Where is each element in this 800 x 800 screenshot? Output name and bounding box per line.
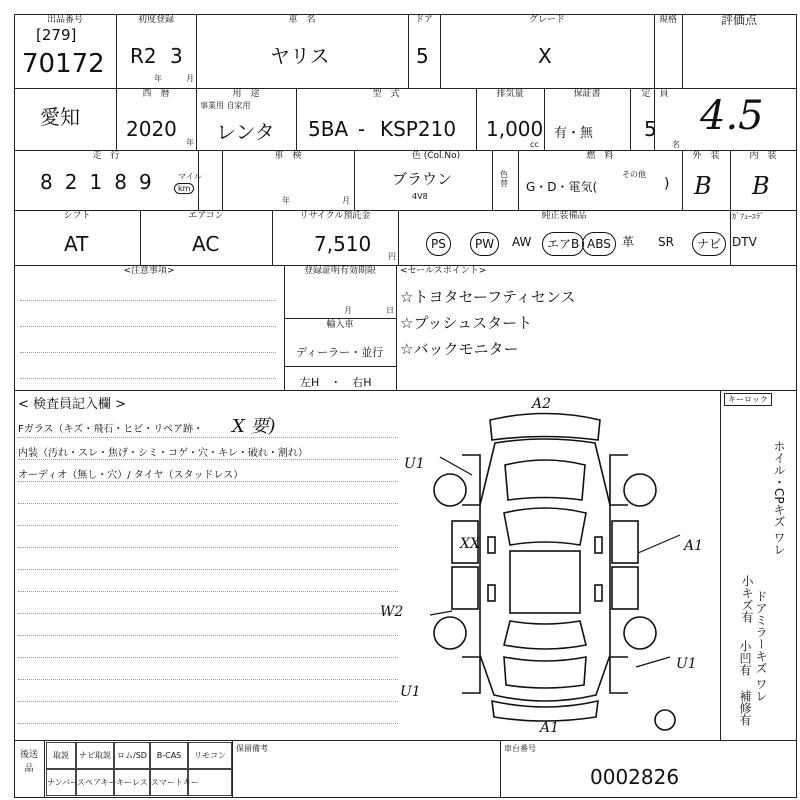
steering-label: 規格 <box>658 15 677 25</box>
lot-number: 70172 <box>22 49 105 79</box>
equipment-item: 革 <box>622 235 635 249</box>
chassis-number: 0002826 <box>590 765 680 789</box>
mark-rear: A1 <box>540 720 560 736</box>
mark-left-rear: W2 <box>380 604 404 620</box>
equipment-item: SR <box>658 235 674 249</box>
row-divider <box>14 390 797 391</box>
score: 4.5 <box>700 93 764 139</box>
region: 愛知 <box>40 105 80 129</box>
equipment-item: ABS <box>582 232 616 256</box>
km-unit: km <box>174 183 194 194</box>
mirror-note: ドアミラーキズ ワレ <box>754 590 768 702</box>
deferred-item: B-CAS <box>150 742 188 769</box>
mark-left-front: U1 <box>404 456 425 472</box>
mark-right-door: A1 <box>684 538 704 554</box>
caution-label: <注意事項> <box>123 266 175 276</box>
fuel: G・D・電気( <box>526 180 598 194</box>
mileage: 8 2 1 8 9 <box>40 170 152 194</box>
use-type: レンタ <box>216 120 275 144</box>
lot-bracket: [279] <box>36 26 77 44</box>
color-code: 4V8 <box>412 192 428 201</box>
mark-left-door: XX <box>460 536 480 552</box>
doors-label: ドア <box>415 15 433 25</box>
aircon: AC <box>192 232 220 256</box>
recycle-fee: 7,510 <box>314 232 372 256</box>
deferred-item: 取説 <box>46 742 76 769</box>
grade: X <box>538 44 552 68</box>
deferred-item: キーレス <box>114 769 150 796</box>
frame-right <box>796 14 797 797</box>
inspector-title: < 検査員記入欄 > <box>18 397 127 412</box>
deferred-items-label: 後送品 <box>19 750 38 774</box>
glass-mark: X 要) <box>232 416 276 437</box>
first-reg-label: 初度登録 <box>137 15 174 25</box>
first-reg-era: R2 <box>130 44 157 68</box>
deferred-item: ナビ取説 <box>76 742 114 769</box>
model-year: 2020 <box>126 117 177 141</box>
lot-label: 出品番号 <box>46 15 83 25</box>
equipment-list <box>426 232 796 258</box>
equipment-item: PS <box>426 232 451 256</box>
interior-grade: B <box>752 172 770 200</box>
mark-right-rear: U1 <box>676 656 697 672</box>
first-reg-month: 3 <box>170 44 183 68</box>
color: ブラウン <box>392 170 453 188</box>
deferred-item: スマートキー <box>150 769 188 796</box>
shift: AT <box>64 232 89 256</box>
sales-point: ☆バックモニター <box>400 340 519 358</box>
model-code: KSP210 <box>380 117 457 141</box>
equipment-item: DTV <box>732 235 757 249</box>
car-diagram <box>400 395 720 740</box>
capacity: 5 <box>644 117 657 141</box>
frame-bottom <box>14 797 797 798</box>
keylock-label: キーロック <box>724 393 772 406</box>
warranty: 有・無 <box>554 126 594 141</box>
mark-left-rear-bottom: U1 <box>400 684 421 700</box>
deferred-item <box>188 769 232 796</box>
deferred-item: スペアキー <box>76 769 114 796</box>
doors: 5 <box>416 44 429 68</box>
grade-label: グレード <box>528 15 565 25</box>
sales-point: ☆プッシュスタート <box>400 314 533 332</box>
deferred-item: ロム/SD <box>114 742 150 769</box>
wheel-note: ホイル・CPキズ ワレ <box>772 440 786 556</box>
model-name: ヤリス <box>270 44 330 68</box>
displacement: 1,000 <box>486 117 544 141</box>
deferred-items <box>46 742 232 796</box>
deferred-item: リモコン <box>188 742 232 769</box>
exterior-grade: B <box>694 172 712 200</box>
deferred-item: ナンバー <box>46 769 76 796</box>
equipment-item: ナビ <box>692 232 726 256</box>
model-name-label: 車 名 <box>288 15 316 25</box>
frame-left <box>14 14 15 797</box>
model-prefix: 5BA <box>308 117 349 141</box>
equipment-item: エアB <box>542 232 584 256</box>
mark-front: A2 <box>532 396 552 412</box>
score-label: 評価点 <box>720 13 757 27</box>
equipment-item: AW <box>512 235 532 249</box>
sales-point: ☆トヨタセーフティセンス <box>400 288 576 306</box>
equipment-item: PW <box>470 232 499 256</box>
